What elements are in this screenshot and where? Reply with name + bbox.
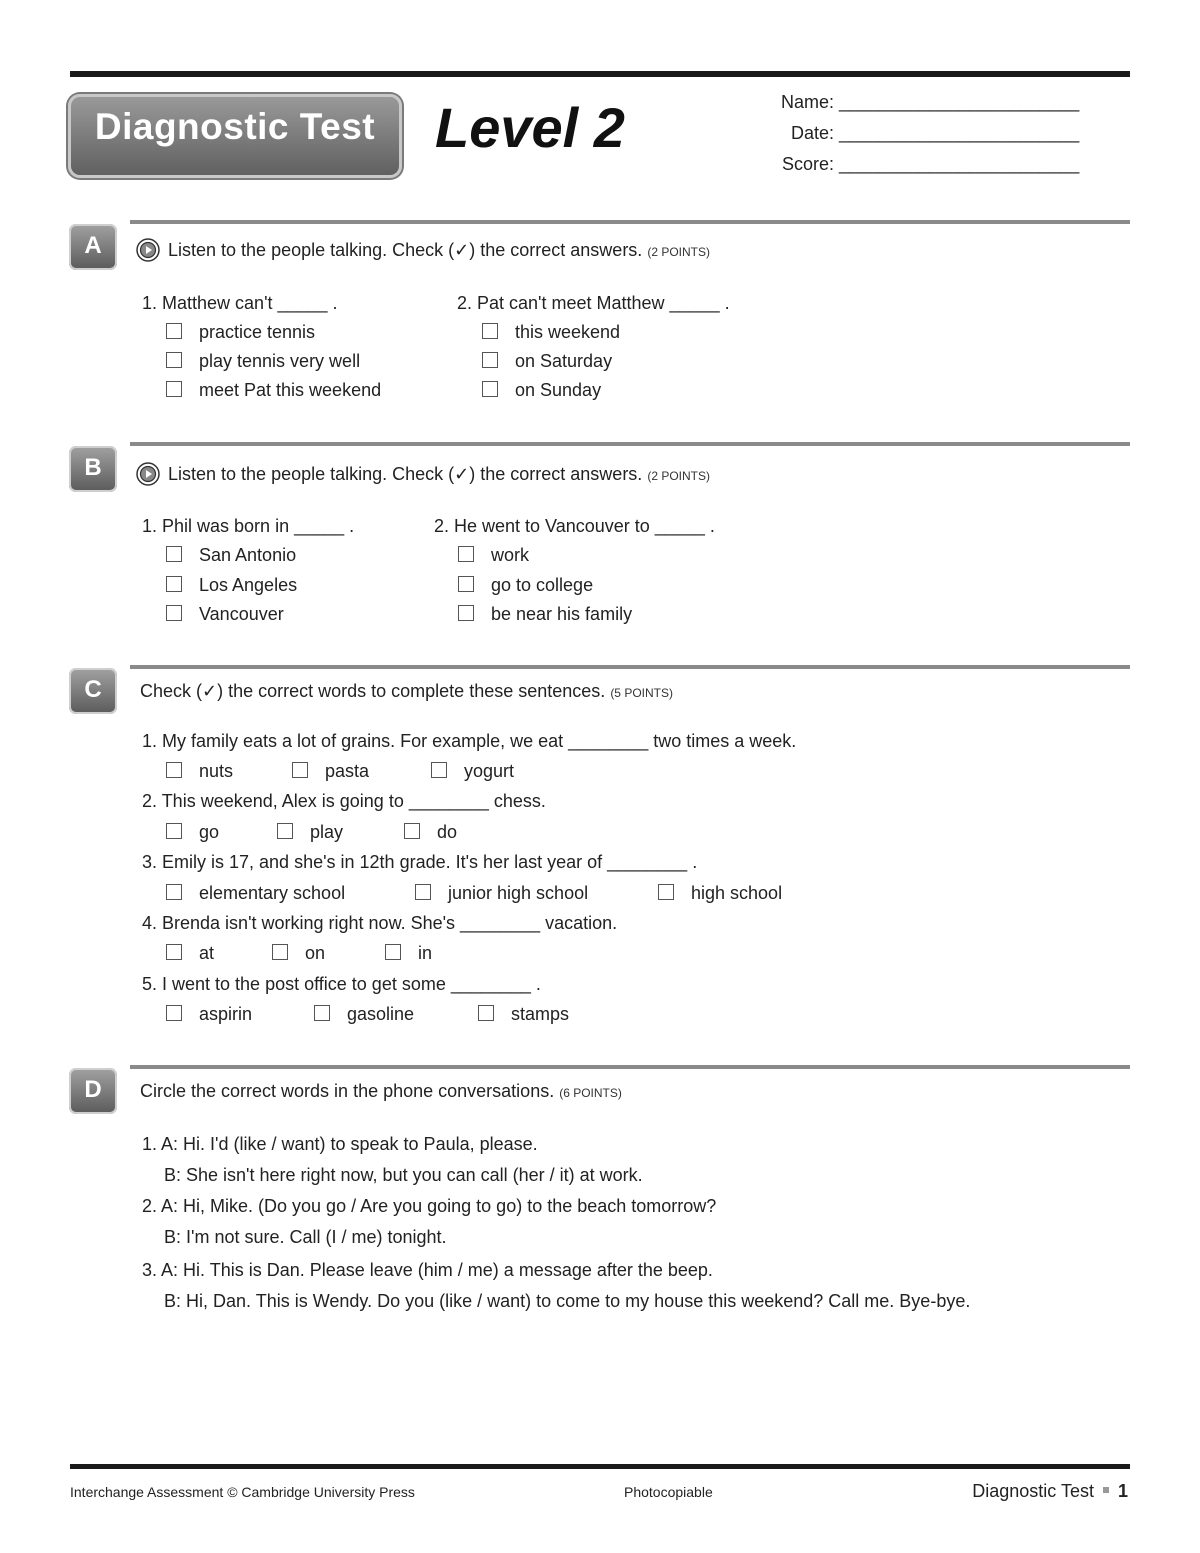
checkbox-option[interactable]: stamps [478, 1004, 569, 1025]
section-c-question-2: 2. This weekend, Alex is going to ________ chess. [142, 791, 546, 811]
checkbox-icon[interactable] [478, 1005, 494, 1021]
name-blank: ________________________ [839, 92, 1080, 112]
checkbox-icon[interactable] [166, 546, 182, 562]
section-a-question-2: 2. Pat can't meet Matthew _____ . [457, 293, 730, 313]
checkbox-option[interactable]: go to college [458, 575, 593, 596]
section-c-question-4: 4. Brenda isn't working right now. She's ________ vacation. [142, 913, 618, 933]
section-a-instruction-text: Listen to the people talking. Check (✓) the correct answers. [168, 240, 643, 260]
checkbox-option[interactable]: in [385, 943, 432, 964]
footer-page-label [972, 1481, 1128, 1502]
section-c-instruction-text: Check (✓) the correct words to complete these sentences. [140, 681, 606, 701]
checkbox-option[interactable]: this weekend [482, 322, 620, 343]
checkbox-icon[interactable] [272, 944, 288, 960]
checkbox-icon[interactable] [482, 352, 498, 368]
checkbox-option[interactable]: on Sunday [482, 380, 601, 401]
conversation-line: B: She isn't here right now, but you can call (her / it) at work. [164, 1165, 643, 1185]
section-b-instruction [136, 462, 710, 486]
bottom-rule [70, 1464, 1130, 1469]
section-b-rule [130, 442, 1130, 446]
checkbox-icon[interactable] [166, 823, 182, 839]
section-d-instruction [140, 1081, 622, 1102]
section-a-letter: A [69, 224, 117, 270]
checkbox-option[interactable]: on Saturday [482, 351, 612, 372]
score-blank: ________________________ [839, 154, 1080, 174]
section-d-rule [130, 1065, 1130, 1069]
date-blank: ________________________ [839, 123, 1080, 143]
section-d-instruction-text: Circle the correct words in the phone conversations. [140, 1081, 555, 1101]
section-b-question-1: 1. Phil was born in _____ . [142, 516, 355, 536]
checkbox-option[interactable]: meet Pat this weekend [166, 380, 381, 401]
checkbox-option[interactable]: work [458, 545, 529, 566]
checkbox-option[interactable]: aspirin [166, 1004, 252, 1025]
checkbox-option[interactable]: play tennis very well [166, 351, 360, 372]
level-title: Level 2 [435, 96, 625, 159]
conversation-line: 3. A: Hi. This is Dan. Please leave (him / me) a message after the beep. [142, 1260, 713, 1280]
audio-play-icon [136, 462, 160, 486]
checkbox-icon[interactable] [166, 605, 182, 621]
section-b-instruction-text: Listen to the people talking. Check (✓) the correct answers. [168, 464, 643, 484]
checkbox-option[interactable]: San Antonio [166, 545, 296, 566]
checkbox-option[interactable]: do [404, 822, 457, 843]
conversation-line: B: Hi, Dan. This is Wendy. Do you (like / want) to come to my house this weekend? Call me. Bye-bye. [164, 1291, 971, 1311]
checkbox-icon[interactable] [415, 884, 431, 900]
checkbox-option[interactable]: practice tennis [166, 322, 315, 343]
top-rule [70, 71, 1130, 77]
conversation-line: 1. A: Hi. I'd (like / want) to speak to Paula, please. [142, 1134, 538, 1154]
square-bullet-icon [1103, 1487, 1109, 1493]
checkbox-icon[interactable] [431, 762, 447, 778]
score-label: Score: [781, 154, 834, 174]
name-field [776, 92, 1079, 113]
diagnostic-test-badge: Diagnostic Test [68, 94, 402, 178]
section-a-points: (2 POINTS) [647, 245, 710, 259]
section-c-letter: C [69, 668, 117, 714]
section-c-instruction [140, 681, 673, 702]
checkbox-icon[interactable] [166, 762, 182, 778]
section-c-question-3: 3. Emily is 17, and she's in 12th grade. It's her last year of ________ . [142, 852, 698, 872]
checkbox-option[interactable]: gasoline [314, 1004, 414, 1025]
date-label: Date: [790, 123, 834, 143]
checkbox-icon[interactable] [658, 884, 674, 900]
checkbox-icon[interactable] [166, 323, 182, 339]
section-b-points: (2 POINTS) [647, 469, 710, 483]
checkbox-option[interactable]: elementary school [166, 883, 345, 904]
checkbox-icon[interactable] [166, 944, 182, 960]
checkbox-icon[interactable] [458, 546, 474, 562]
checkbox-option[interactable]: be near his family [458, 604, 632, 625]
checkbox-icon[interactable] [166, 884, 182, 900]
section-d-letter: D [69, 1068, 117, 1114]
checkbox-option[interactable]: high school [658, 883, 782, 904]
section-c-rule [130, 665, 1130, 669]
section-a-rule [130, 220, 1130, 224]
checkbox-option[interactable]: yogurt [431, 761, 514, 782]
section-c-question-5: 5. I went to the post office to get some ________ . [142, 974, 541, 994]
checkbox-icon[interactable] [166, 381, 182, 397]
checkbox-option[interactable]: on [272, 943, 325, 964]
checkbox-icon[interactable] [458, 605, 474, 621]
checkbox-icon[interactable] [277, 823, 293, 839]
checkbox-icon[interactable] [166, 1005, 182, 1021]
checkbox-icon[interactable] [385, 944, 401, 960]
section-b-letter: B [69, 446, 117, 492]
checkbox-icon[interactable] [482, 323, 498, 339]
checkbox-icon[interactable] [292, 762, 308, 778]
checkbox-option[interactable]: junior high school [415, 883, 588, 904]
conversation-line: B: I'm not sure. Call (I / me) tonight. [164, 1227, 447, 1247]
section-b-question-2: 2. He went to Vancouver to _____ . [434, 516, 715, 536]
checkbox-option[interactable]: Vancouver [166, 604, 284, 625]
checkbox-option[interactable]: play [277, 822, 343, 843]
section-a-question-1: 1. Matthew can't _____ . [142, 293, 338, 313]
section-c-question-1: 1. My family eats a lot of grains. For example, we eat ________ two times a week. [142, 731, 797, 751]
section-a-instruction [136, 238, 710, 262]
checkbox-option[interactable]: pasta [292, 761, 369, 782]
audio-play-icon [136, 238, 160, 262]
date-field [776, 123, 1079, 144]
section-c-points: (5 POINTS) [610, 686, 673, 700]
checkbox-icon[interactable] [458, 576, 474, 592]
conversation-line: 2. A: Hi, Mike. (Do you go / Are you going to go) to the beach tomorrow? [142, 1196, 717, 1216]
page-number: 1 [1117, 1481, 1128, 1501]
footer-copyright: Interchange Assessment © Cambridge University Press [70, 1484, 415, 1500]
checkbox-icon[interactable] [166, 576, 182, 592]
checkbox-option[interactable]: Los Angeles [166, 575, 297, 596]
checkbox-icon[interactable] [482, 381, 498, 397]
checkbox-option[interactable]: go [166, 822, 219, 843]
footer-test-name: Diagnostic Test [972, 1481, 1094, 1501]
checkbox-icon[interactable] [314, 1005, 330, 1021]
section-d-points: (6 POINTS) [559, 1086, 622, 1100]
checkbox-icon[interactable] [404, 823, 420, 839]
score-field [776, 154, 1079, 175]
checkbox-option[interactable]: at [166, 943, 214, 964]
footer-photocopiable: Photocopiable [624, 1484, 713, 1500]
name-label: Name: [780, 92, 834, 112]
checkbox-icon[interactable] [166, 352, 182, 368]
checkbox-option[interactable]: nuts [166, 761, 233, 782]
